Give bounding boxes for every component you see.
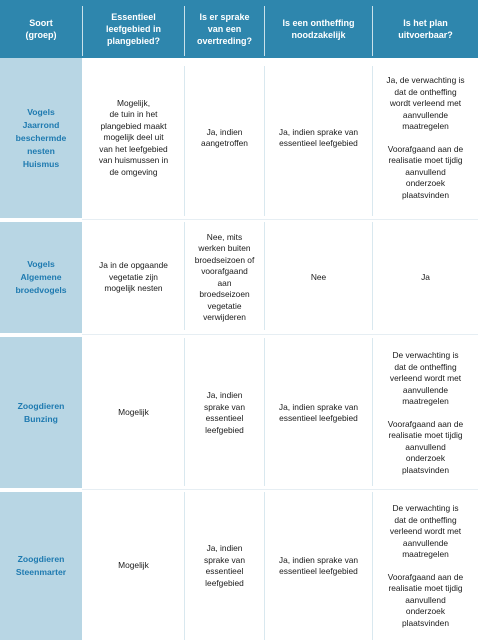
soort-group: Vogels <box>27 259 55 269</box>
soort-group: Zoogdieren <box>17 554 65 564</box>
cell-uitvoerbaar: Ja <box>421 271 430 282</box>
uitvoerbaar-paragraph: Voorafgaand aan de realisatie moet tijdig aanvullend onderzoek plaatsvinden <box>387 571 464 628</box>
header-essentieel: Essentieel leefgebied in plangebied? <box>105 12 161 46</box>
uitvoerbaar-paragraph: Ja, de verwachting is dat de ontheffing wordt verleend met aanvullende maatregelen <box>386 75 465 131</box>
soort-name: Jaarrond beschermde nesten Huismus <box>15 119 67 169</box>
cell-soort <box>0 492 82 640</box>
cell-ontheffing: Ja, indien sprake van essentieel leefgebied <box>278 126 359 148</box>
cell-overtreding: Ja, indien aangetroffen <box>201 126 248 148</box>
header-uitvoerbaar: Is het plan uitvoerbaar? <box>398 18 453 40</box>
cell-essentieel: Mogelijk <box>118 560 149 571</box>
row-divider <box>82 219 478 220</box>
cell-essentieel: Ja in de opgaande vegetatie zijn mogelijk nesten <box>99 260 168 294</box>
uitvoerbaar-paragraph: De verwachting is dat de ontheffing verleend wordt met aanvullende maatregelen <box>389 503 462 559</box>
soort-name: Bunzing <box>24 414 58 424</box>
cell-soort <box>0 58 82 218</box>
cell-ontheffing: Ja, indien sprake van essentieel leefgebied <box>278 401 359 423</box>
cell-uitvoerbaar <box>373 337 478 489</box>
cell-essentieel: Mogelijk, de tuin in het plangebied maakt mogelijk deel uit van het leefgebied van huismussen in de omgeving <box>98 97 169 177</box>
header-ontheffing: Is een ontheffing noodzakelijk <box>282 18 355 40</box>
cell-soort <box>0 337 82 489</box>
cell-overtreding: Nee, mits werken buiten broedseizoen of voorafgaand aan broedseizoen vegetatie verwijderen <box>194 231 255 322</box>
soort-group: Zoogdieren <box>17 401 65 411</box>
table-row <box>0 222 478 333</box>
soort-name: Steenmarter <box>15 567 67 577</box>
cell-ontheffing: Nee <box>310 271 327 282</box>
cell-soort <box>0 222 82 333</box>
cell-uitvoerbaar <box>373 58 478 218</box>
soort-name: Algemene broedvogels <box>15 272 67 295</box>
cell-uitvoerbaar <box>373 492 478 640</box>
row-divider <box>82 489 478 490</box>
cell-overtreding: Ja, indien sprake van essentieel leefgebied <box>204 390 245 435</box>
uitvoerbaar-paragraph: Voorafgaand aan de realisatie moet tijdig aanvullend onderzoek plaatsvinden <box>387 143 464 200</box>
soort-group: Vogels <box>27 106 55 117</box>
table-row <box>0 337 478 489</box>
uitvoerbaar-paragraph: Voorafgaand aan de realisatie moet tijdig aanvullend onderzoek plaatsvinden <box>387 418 464 475</box>
table-row <box>0 58 478 218</box>
table-header <box>0 0 478 58</box>
table-row <box>0 492 478 640</box>
row-divider <box>82 334 478 335</box>
cell-essentieel: Mogelijk <box>118 407 149 418</box>
cell-ontheffing: Ja, indien sprake van essentieel leefgebied <box>278 554 359 576</box>
cell-overtreding: Ja, indien sprake van essentieel leefgebied <box>204 543 245 588</box>
header-overtreding: Is er sprake van een overtreding? <box>196 12 252 46</box>
header-soort: Soort (groep) <box>25 18 57 40</box>
uitvoerbaar-paragraph: De verwachting is dat de ontheffing verleend wordt met aanvullende maatregelen <box>389 350 462 406</box>
